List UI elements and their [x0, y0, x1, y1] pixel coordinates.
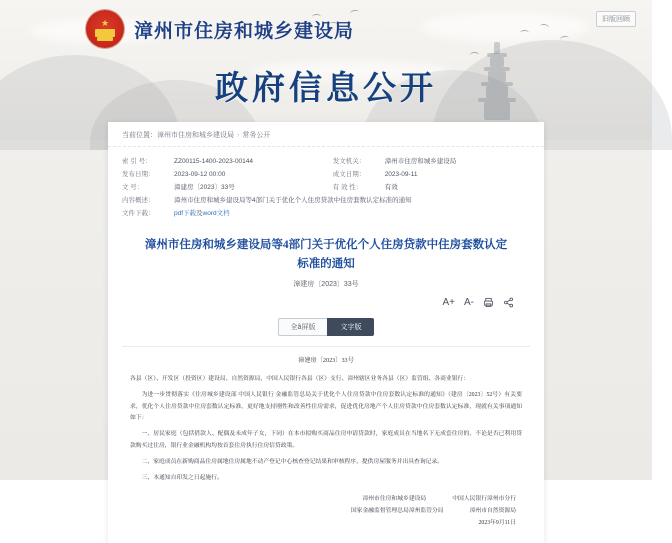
site-header — [86, 10, 354, 48]
tab-text-version[interactable]: 文字版 — [327, 318, 374, 336]
meta-key-issuer: 发文机关： — [332, 158, 366, 165]
document-title: 漳州市住房和城乡建设局等4部门关于优化个人住房贷款中住房套数认定标准的通知 — [144, 239, 508, 270]
meta-key-download: 文件下载： — [122, 210, 155, 218]
body-paragraph: 三、本通知自印发之日起施行。 — [141, 475, 223, 482]
national-emblem-icon — [86, 10, 124, 48]
meta-value-download — [174, 207, 530, 220]
meta-value-publish-date: 2023-09-12 00:00 — [174, 171, 226, 179]
meta-key-index: 索 引 号： — [122, 158, 152, 165]
table-row — [122, 181, 530, 194]
table-row — [122, 194, 530, 207]
tab-full-version[interactable]: 全â屏版 — [278, 318, 328, 336]
meta-key-written-date: 成文日期： — [332, 171, 366, 179]
document-tools — [108, 289, 544, 308]
document-number: 漳建房〔2023〕33号 — [293, 281, 359, 289]
old-version-button[interactable]: 旧版回顾 — [596, 11, 636, 27]
breadcrumb-item-0[interactable]: 漳州市住房和城乡建设局 — [157, 132, 234, 139]
metadata-table — [122, 155, 530, 220]
meta-value-doc-number: 漳建房〔2023〕33号 — [174, 184, 235, 192]
signature-date: 2023年9月11日 — [478, 519, 516, 526]
body-paragraph: 一、居民家庭（包括借款人、配偶及未成年子女，下同）在本市拟购买商品住房申请贷款时，家庭成员在当地名下无成套住房的，不论是否已利用贷款购买过住房，银行业金融机构均按首套住房执行住房信贷政策。 — [130, 431, 522, 449]
signature-org: 国家金融监督管理总局漳州监管分局 — [350, 508, 444, 515]
breadcrumb-item-1[interactable]: 常务公开 — [242, 132, 271, 139]
font-decrease-button[interactable]: A- — [464, 296, 474, 308]
meta-key-validity: 有 效 性： — [332, 184, 363, 192]
body-document-number: 漳建房〔2023〕33号 — [298, 357, 354, 365]
meta-key-doc-number: 文 号： — [122, 184, 144, 192]
meta-value-written-date: 2023-09-11 — [384, 171, 418, 179]
signature-org: 漳州市住房和城乡建设局 — [362, 496, 427, 503]
signature-block — [130, 494, 522, 529]
meta-value-issuer: 漳州市住房和城乡建设局 — [384, 158, 457, 165]
signature-row — [130, 506, 516, 518]
breadcrumb-label: 当前位置： — [122, 132, 157, 139]
star-glyph: ★ — [100, 18, 110, 28]
print-icon[interactable] — [483, 297, 494, 308]
download-separator: 及 — [196, 210, 203, 218]
download-word-link[interactable]: word文档 — [202, 210, 230, 218]
table-row — [122, 155, 530, 168]
banner-title: 政府信息公开 — [215, 71, 437, 107]
site-title: 漳州市住房和城乡建设局 — [134, 20, 355, 42]
meta-key-summary: 内容概述： — [122, 197, 155, 205]
body-paragraph: 各县（区）、开发区（投资区）建设局、自然资源局，中国人民银行各县（区）支行、漳州辖区业务各县（区）监管组、各商业银行： — [130, 376, 470, 383]
breadcrumb-separator: › — [237, 132, 240, 139]
font-increase-button[interactable]: A+ — [442, 296, 455, 308]
meta-value-summary: 漳州市住房和城乡建设局等4部门关于优化个人住房贷款中住房套数认定标准的通知 — [174, 197, 412, 205]
document-body — [108, 347, 544, 543]
meta-value-validity: 有效 — [384, 184, 398, 192]
share-icon[interactable] — [503, 297, 514, 308]
signature-org: 漳州市自然资源局 — [469, 508, 516, 515]
meta-value-index: ZZ00115-1400-2023-00144 — [174, 158, 254, 165]
body-paragraph: 为进一步贯彻落实《住房城乡建设部 中国人民银行 金融监管总局关于优化个人住房贷款中住房套数认定标准的通知》（建房〔2023〕52号）有关要求，优化个人住房贷款中住房套数认定标准，更好地支持刚性和改善性住房需求，促进优化房地产个人住房贷款中住房套数认定标准，现就有关事项通知如下： — [130, 392, 522, 421]
gate-glyph — [95, 29, 115, 37]
body-paragraph: 二、家庭成员在新购商品住房属地住房属地不动产登记中心核查登记结果和审核程序，提供房屋服务并出具查询记录。 — [141, 458, 444, 465]
download-pdf-link[interactable]: pdf下载 — [174, 210, 197, 218]
table-row — [122, 168, 530, 181]
view-mode-tabs — [108, 318, 544, 336]
content-card — [108, 122, 544, 543]
meta-key-publish-date: 发布日期： — [122, 171, 155, 179]
signature-org: 中国人民银行漳州市分行 — [452, 496, 516, 503]
table-row — [122, 207, 530, 220]
breadcrumb — [108, 122, 544, 147]
signature-row — [130, 494, 516, 506]
